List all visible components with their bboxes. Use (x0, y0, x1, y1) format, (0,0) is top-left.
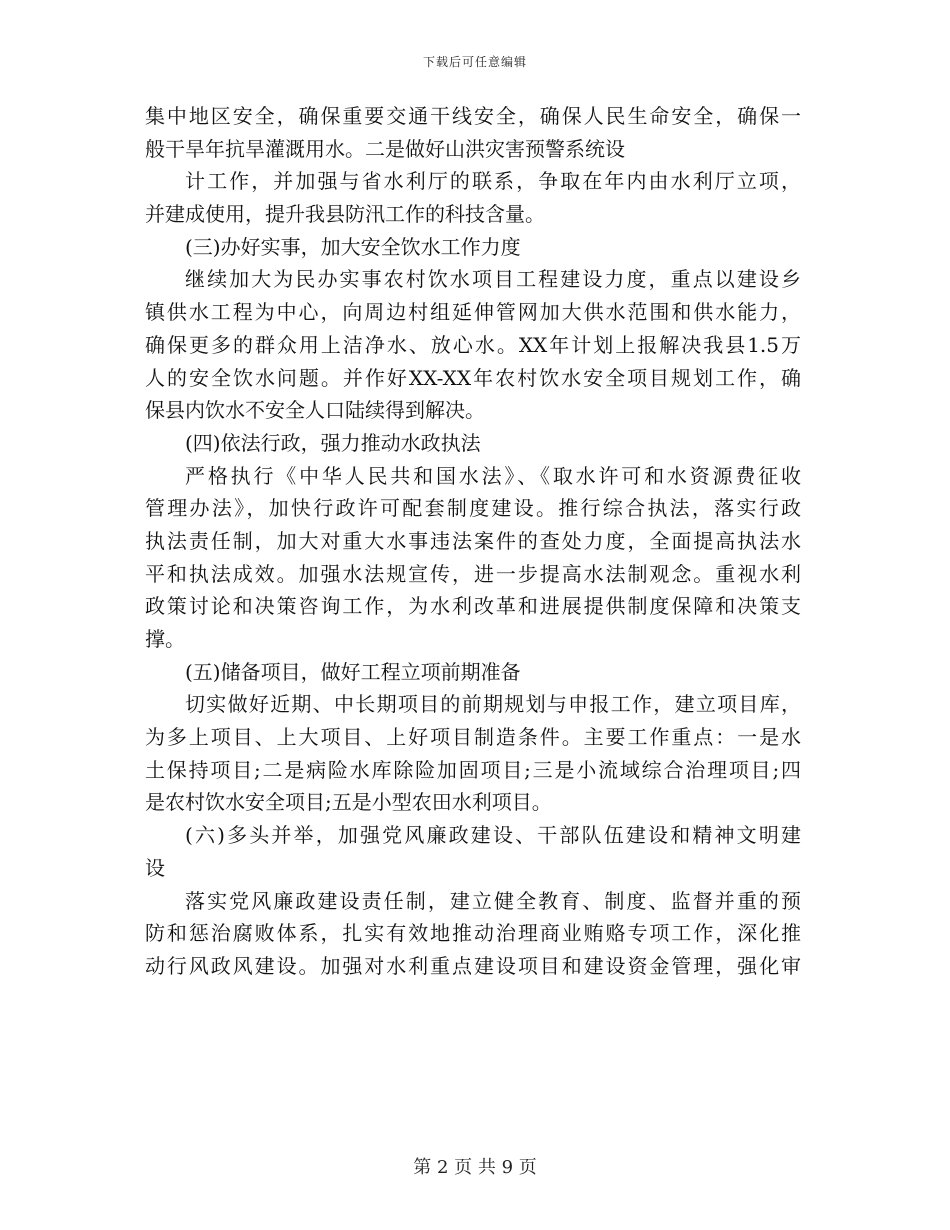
text-line: (四)依法行政，强力推动水政执法 (185, 430, 481, 455)
text-line: 执法责任制，加大对重大水事违法案件的查处力度，全面提高执法水 (145, 528, 801, 553)
text-line: 动行风政风建设。加强对水利重点建设项目和建设资金管理，强化审 (145, 953, 801, 978)
page-number: 第 2 页 共 9 页 (413, 1157, 537, 1178)
text-line: 般干旱年抗旱灌溉用水。二是做好山洪灾害预警系统设 (145, 136, 625, 161)
text-line: 落实党风廉政建设责任制，建立健全教育、制度、监督并重的预 (185, 888, 801, 913)
text-line: 撑。 (145, 627, 185, 651)
text-line: 镇供水工程为中心，向周边村组延伸管网加大供水范围和供水能力， (145, 300, 801, 325)
header-note: 下载后可任意编辑 (422, 55, 527, 69)
text-line: 土保持项目;二是病险水库除险加固项目;三是小流域综合治理项目;四 (145, 757, 801, 782)
text-line: 保县内饮水不安全人口陆续得到解决。 (145, 398, 485, 423)
text-line: 严格执行《中华人民共和国水法》、《取水许可和水资源费征收 (185, 463, 801, 488)
text-line: 政策讨论和决策咨询工作，为水利改革和进展提供制度保障和决策支 (145, 594, 801, 619)
text-line: 防和惩治腐败体系，扎实有效地推动治理商业贿赂专项工作，深化推 (145, 921, 801, 946)
text-line: 继续加大为民办实事农村饮水项目工程建设力度，重点以建设乡 (185, 267, 801, 292)
text-line: 为多上项目、上大项目、上好项目制造条件。主要工作重点：一是水 (145, 725, 801, 750)
text-line: 确保更多的群众用上洁净水、放心水。XX年计划上报解决我县1.5万 (145, 332, 801, 357)
text-line: 管理办法》，加快行政许可配套制度建设。推行综合执法，落实行政 (145, 496, 801, 521)
text-line: (六)多头并举，加强党风廉政建设、干部队伍建设和精神文明建 (185, 823, 801, 848)
text-line: 集中地区安全，确保重要交通干线安全，确保人民生命安全，确保一 (145, 104, 801, 128)
text-line: 平和执法成效。加强水法规宣传，进一步提高水法制观念。重视水利 (145, 561, 801, 586)
text-line: 计工作，并加强与省水利厅的联系，争取在年内由水利厅立项， (185, 169, 801, 194)
document-body (145, 100, 801, 983)
text-line: 切实做好近期、中长期项目的前期规划与申报工作，建立项目库， (185, 692, 801, 717)
text-line: 设 (145, 855, 165, 880)
text-line: 并建成使用，提升我县防汛工作的科技含量。 (145, 202, 545, 227)
text-line: 是农村饮水安全项目;五是小型农田水利项目。 (145, 790, 552, 815)
text-line: (三)办好实事，加大安全饮水工作力度 (185, 234, 521, 259)
text-line: (五)储备项目，做好工程立项前期准备 (185, 659, 521, 684)
text-line: 人的安全饮水问题。并作好XX-XX年农村饮水安全项目规划工作，确 (145, 365, 801, 390)
